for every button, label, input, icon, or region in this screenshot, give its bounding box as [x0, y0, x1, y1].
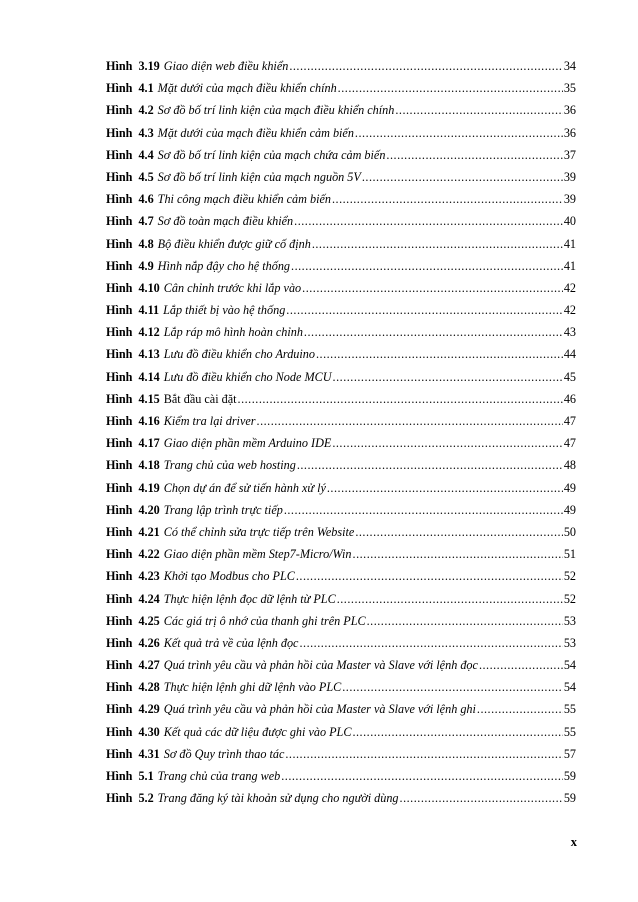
figure-index: 4.1 — [138, 81, 154, 96]
figure-number — [106, 636, 160, 651]
figure-title: Trang đăng ký tài khoản sử dụng cho người dùng — [157, 791, 399, 806]
dot-leader — [238, 392, 563, 407]
figure-title: Thi công mạch điều khiển cảm biến — [157, 192, 331, 207]
figure-number — [106, 436, 160, 451]
figure-number — [106, 170, 154, 185]
figure-title: Chọn dự án để sử tiến hành xử lý — [163, 480, 326, 495]
figure-title: Lưu đồ điều khiển cho Node MCU — [163, 369, 332, 384]
dot-leader — [286, 303, 563, 318]
dot-leader — [299, 636, 562, 651]
figure-label: Hình — [106, 613, 133, 628]
figure-number — [106, 547, 160, 562]
figure-number — [106, 747, 160, 762]
dot-leader — [337, 592, 563, 607]
figure-title: Quá trình yêu cầu và phản hồi của Master và Slave với lệnh ghi — [163, 702, 476, 717]
toc-entry[interactable] — [106, 214, 576, 236]
figure-label: Hình — [106, 436, 133, 451]
figure-page: 36 — [563, 103, 576, 118]
toc-entry[interactable] — [106, 547, 576, 569]
toc-entry[interactable] — [106, 126, 576, 148]
figure-label: Hình — [106, 391, 133, 406]
figure-page: 39 — [563, 169, 576, 184]
figure-page: 47 — [563, 436, 576, 451]
figure-index: 4.13 — [138, 347, 160, 362]
figure-index: 4.12 — [138, 325, 160, 340]
figure-label: Hình — [106, 59, 133, 73]
figure-page: 54 — [563, 658, 576, 673]
figure-title: Có thể chỉnh sửa trực tiếp trên Website — [163, 524, 355, 539]
figure-number — [106, 237, 154, 252]
toc-entry[interactable] — [106, 59, 576, 81]
figure-number — [106, 525, 160, 540]
figure-title: Kết quả các dữ liệu được ghi vào PLC — [163, 724, 352, 739]
figure-label: Hình — [106, 303, 133, 318]
figure-index: 4.4 — [138, 147, 154, 162]
dot-leader — [316, 347, 563, 362]
figure-label: Hình — [106, 680, 133, 695]
toc-entry[interactable] — [106, 725, 576, 747]
figure-index: 4.19 — [138, 480, 160, 495]
figure-page: 49 — [563, 480, 576, 495]
toc-entry[interactable] — [106, 769, 576, 791]
dot-leader — [285, 747, 562, 762]
figure-page: 47 — [563, 414, 576, 428]
dot-leader — [294, 214, 563, 229]
figure-title: Kết quả trả về của lệnh đọc — [163, 635, 299, 650]
toc-entry[interactable] — [106, 636, 576, 658]
figure-page: 36 — [563, 125, 576, 140]
toc-entry[interactable] — [106, 458, 576, 480]
figure-index: 4.18 — [138, 458, 160, 473]
figure-title: Hình nắp đậy cho hệ thống — [157, 258, 291, 273]
dot-leader — [304, 325, 563, 340]
toc-entry[interactable] — [106, 281, 576, 303]
figure-title: Sơ đồ bố trí linh kiện của mạch nguồn 5V — [157, 169, 361, 184]
figure-page: 43 — [563, 325, 576, 340]
figure-number — [106, 259, 154, 274]
dot-leader — [395, 103, 562, 118]
dot-leader — [352, 725, 562, 740]
dot-leader — [284, 503, 563, 518]
dot-leader — [332, 192, 563, 207]
figure-label: Hình — [106, 591, 133, 606]
figure-page: 51 — [563, 547, 576, 562]
figure-page: 44 — [563, 347, 576, 362]
dot-leader — [281, 769, 563, 784]
figure-title: Kiểm tra lại driver — [163, 414, 256, 428]
figure-index: 4.24 — [138, 591, 160, 606]
toc-entry[interactable] — [106, 747, 576, 769]
figure-index: 4.5 — [138, 169, 154, 184]
figure-number — [106, 392, 160, 407]
toc-entry[interactable] — [106, 303, 576, 325]
toc-entry[interactable] — [106, 680, 576, 702]
toc-entry[interactable] — [106, 614, 576, 636]
figure-title: Quá trình yêu cầu và phản hồi của Master và Slave với lệnh đọc — [163, 658, 478, 673]
figure-label: Hình — [106, 746, 133, 761]
figure-page: 50 — [563, 524, 576, 539]
dot-leader — [386, 148, 562, 163]
toc-entry[interactable] — [106, 592, 576, 614]
figure-page: 52 — [563, 569, 576, 584]
toc-entry[interactable] — [106, 414, 576, 436]
figure-page: 40 — [563, 214, 576, 229]
figure-title: Sơ đồ toàn mạch điều khiển — [157, 214, 294, 229]
figure-label: Hình — [106, 169, 133, 184]
dot-leader — [338, 81, 563, 96]
figure-number — [106, 103, 154, 118]
figure-index: 4.29 — [138, 702, 160, 717]
figure-index: 4.31 — [138, 746, 160, 761]
dot-leader — [332, 436, 562, 451]
figure-label: Hình — [106, 769, 133, 783]
page-number: x — [570, 835, 577, 849]
figure-title: Các giá trị ô nhớ của thanh ghi trên PLC — [163, 613, 366, 628]
figure-label: Hình — [106, 502, 133, 517]
figure-index: 4.10 — [138, 280, 160, 295]
dot-leader — [400, 791, 563, 806]
dot-leader — [355, 525, 562, 540]
figure-title: Khởi tạo Modbus cho PLC — [163, 569, 295, 584]
figure-title: Lưu đồ điều khiển cho Arduino — [163, 347, 315, 362]
dot-leader — [312, 237, 563, 252]
figure-title: Bắt đầu cài đặt — [163, 391, 237, 406]
figure-label: Hình — [106, 214, 133, 229]
toc-entry[interactable] — [106, 436, 576, 458]
toc-entry[interactable] — [106, 259, 576, 281]
figure-index: 4.16 — [138, 414, 160, 428]
dot-leader — [342, 680, 563, 695]
figure-index: 4.28 — [138, 680, 160, 695]
dot-leader — [257, 414, 563, 429]
figure-number — [106, 370, 160, 385]
toc-entry[interactable] — [106, 481, 576, 503]
toc-entry[interactable] — [106, 569, 576, 591]
figure-number — [106, 503, 160, 518]
figure-page: 55 — [563, 724, 576, 739]
figure-index: 4.26 — [138, 635, 160, 650]
dot-leader — [297, 458, 563, 473]
figure-page: 37 — [563, 147, 576, 162]
dot-leader — [353, 547, 563, 562]
figure-title: Bộ điều khiển được giữ cố định — [157, 236, 311, 251]
figure-label: Hình — [106, 325, 133, 340]
figure-index: 4.2 — [138, 103, 154, 118]
figure-page: 46 — [563, 391, 576, 406]
figure-number — [106, 281, 160, 296]
figure-page: 53 — [563, 635, 576, 650]
toc-entry[interactable] — [106, 347, 576, 369]
figure-number — [106, 126, 154, 141]
figure-title: Mặt dưới của mạch điều khiển chính — [157, 81, 337, 96]
figure-index: 4.25 — [138, 613, 160, 628]
toc-entry[interactable] — [106, 170, 576, 192]
figure-number — [106, 81, 154, 96]
figure-index: 4.20 — [138, 502, 160, 517]
figure-label: Hình — [106, 547, 133, 562]
figure-label: Hình — [106, 192, 133, 207]
figure-number — [106, 569, 160, 584]
figure-title: Thực hiện lệnh ghi dữ lệnh vào PLC — [163, 680, 342, 695]
dot-leader — [355, 126, 563, 141]
figure-number — [106, 303, 159, 318]
toc-entry[interactable] — [106, 658, 576, 680]
toc-entry[interactable] — [106, 325, 576, 347]
figure-number — [106, 148, 154, 163]
figure-label: Hình — [106, 236, 133, 251]
figure-title: Lắp thiết bị vào hệ thống — [163, 303, 286, 318]
figure-title: Sơ đồ bố trí linh kiện của mạch điều khiển chính — [157, 103, 395, 118]
figure-page: 49 — [563, 502, 576, 517]
figure-page: 39 — [563, 192, 576, 207]
figure-index: 4.14 — [138, 369, 160, 384]
figure-index: 4.6 — [138, 192, 154, 207]
dot-leader — [477, 702, 563, 717]
dot-leader — [367, 614, 563, 629]
toc-entry[interactable] — [106, 392, 576, 414]
figure-number — [106, 791, 154, 806]
figure-page: 45 — [563, 369, 576, 384]
figure-index: 5.1 — [138, 769, 154, 783]
list-of-figures — [106, 59, 576, 813]
figure-page: 35 — [563, 81, 576, 96]
figure-page: 41 — [563, 258, 576, 273]
dot-leader — [362, 170, 563, 185]
figure-index: 4.21 — [138, 524, 160, 539]
figure-number — [106, 481, 160, 496]
toc-entry[interactable] — [106, 791, 576, 813]
dot-leader — [296, 569, 563, 584]
figure-title: Sơ đồ Quy trình thao tác — [163, 746, 285, 761]
figure-title: Trang lập trình trực tiếp — [163, 502, 283, 517]
figure-number — [106, 192, 154, 207]
figure-label: Hình — [106, 103, 133, 118]
figure-index: 4.27 — [138, 658, 160, 673]
figure-index: 4.9 — [138, 258, 154, 273]
figure-number — [106, 702, 160, 717]
figure-page: 54 — [563, 680, 576, 695]
figure-label: Hình — [106, 702, 133, 717]
figure-number — [106, 414, 160, 429]
dot-leader — [479, 658, 563, 673]
toc-entry[interactable] — [106, 192, 576, 214]
figure-title: Giao diện phần mềm Arduino IDE — [163, 436, 332, 451]
figure-page: 59 — [563, 769, 576, 783]
dot-leader — [291, 259, 563, 274]
dot-leader — [289, 59, 562, 74]
figure-label: Hình — [106, 347, 133, 362]
figure-title: Cân chỉnh trước khi lắp vào — [163, 280, 302, 295]
figure-index: 5.2 — [138, 791, 154, 806]
figure-number — [106, 347, 160, 362]
figure-index: 4.7 — [138, 214, 154, 229]
figure-number — [106, 59, 160, 74]
figure-label: Hình — [106, 524, 133, 539]
figure-label: Hình — [106, 480, 133, 495]
figure-page: 55 — [563, 702, 576, 717]
toc-entry[interactable] — [106, 81, 576, 103]
toc-entry[interactable] — [106, 702, 576, 724]
figure-index: 4.8 — [138, 236, 154, 251]
figure-page: 41 — [563, 236, 576, 251]
figure-number — [106, 214, 154, 229]
figure-label: Hình — [106, 81, 133, 96]
figure-label: Hình — [106, 147, 133, 162]
dot-leader — [302, 281, 563, 296]
toc-entry[interactable] — [106, 237, 576, 259]
figure-number — [106, 680, 160, 695]
figure-label: Hình — [106, 280, 133, 295]
figure-index: 4.22 — [138, 547, 160, 562]
figure-page: 52 — [563, 591, 576, 606]
figure-label: Hình — [106, 658, 133, 673]
figure-index: 4.23 — [138, 569, 160, 584]
figure-number — [106, 592, 160, 607]
figure-index: 4.11 — [138, 303, 160, 318]
figure-number — [106, 725, 160, 740]
figure-number — [106, 458, 160, 473]
figure-index: 4.15 — [138, 391, 160, 406]
figure-title: Lắp ráp mô hình hoàn chỉnh — [163, 325, 303, 340]
figure-label: Hình — [106, 125, 133, 140]
figure-index: 3.19 — [138, 59, 160, 73]
figure-label: Hình — [106, 369, 133, 384]
figure-number — [106, 658, 160, 673]
figure-title: Giao diện phần mềm Step7-Micro/Win — [163, 547, 352, 562]
figure-title: Sơ đồ bố trí linh kiện của mạch chứa cảm biến — [157, 147, 386, 162]
figure-page: 48 — [563, 458, 576, 473]
figure-index: 4.30 — [138, 724, 160, 739]
figure-page: 42 — [563, 303, 576, 318]
toc-entry[interactable] — [106, 103, 576, 125]
figure-label: Hình — [106, 724, 133, 739]
figure-index: 4.17 — [138, 436, 160, 451]
figure-title: Trang chủ của web hosting — [163, 458, 296, 473]
figure-number — [106, 325, 160, 340]
figure-number — [106, 614, 160, 629]
figure-label: Hình — [106, 569, 133, 584]
toc-entry[interactable] — [106, 370, 576, 392]
figure-title: Thực hiện lệnh đọc dữ lệnh từ PLC — [163, 591, 336, 606]
toc-entry[interactable] — [106, 503, 576, 525]
figure-label: Hình — [106, 414, 133, 428]
figure-page: 57 — [563, 746, 576, 761]
toc-entry[interactable] — [106, 148, 576, 170]
toc-entry[interactable] — [106, 525, 576, 547]
figure-label: Hình — [106, 635, 133, 650]
figure-label: Hình — [106, 258, 133, 273]
figure-page: 42 — [563, 280, 576, 295]
figure-page: 34 — [563, 59, 576, 73]
figure-title: Giao diện web điều khiển — [163, 59, 289, 73]
figure-label: Hình — [106, 791, 133, 806]
figure-page: 59 — [563, 791, 576, 806]
figure-title: Mặt dưới của mạch điều khiển cảm biến — [157, 125, 354, 140]
figure-label: Hình — [106, 458, 133, 473]
dot-leader — [327, 481, 563, 496]
figure-index: 4.3 — [138, 125, 154, 140]
figure-number — [106, 769, 154, 784]
dot-leader — [333, 370, 563, 385]
figure-page: 53 — [563, 613, 576, 628]
figure-title: Trang chủ của trang web — [157, 769, 281, 783]
